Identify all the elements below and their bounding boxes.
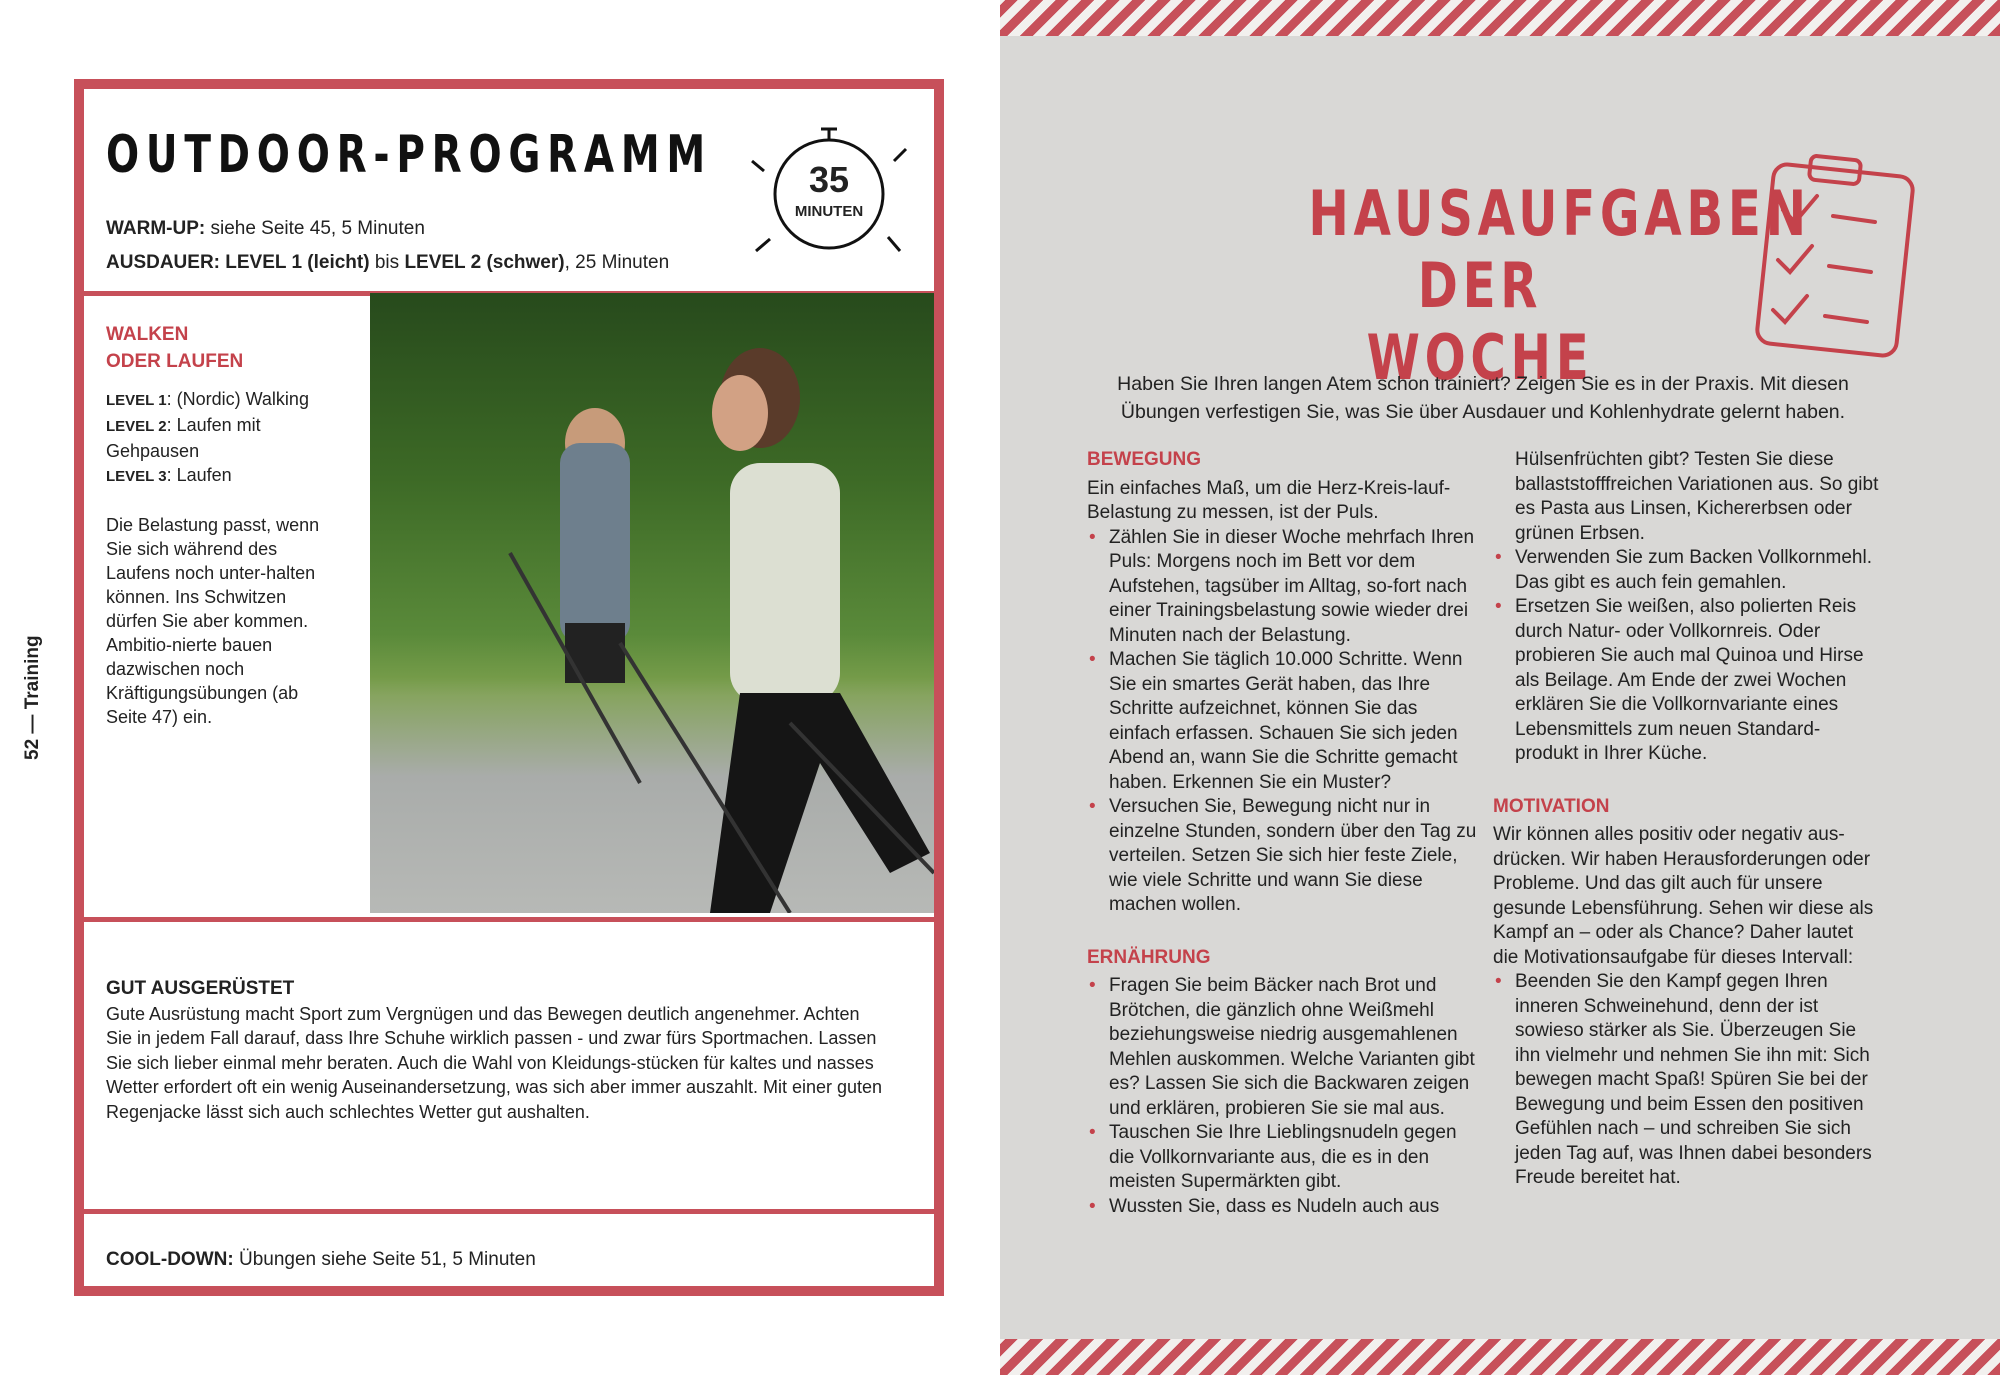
timer-value: 35 xyxy=(808,159,850,200)
ernaehrung-list-2 xyxy=(1493,546,1883,767)
level-text: : (Nordic) Walking xyxy=(166,389,309,409)
motivation-intro: Wir können alles positiv oder negativ aus-drücken. Wir haben Herausforderungen oder Probleme. Und das gilt auch für unsere gesunde Lebensführung. Sehen wir diese als Kampf an – oder als Chance? Daher lautet die Motivationsaufgabe für dieses Intervall: xyxy=(1493,824,1874,968)
list-item: • Versuchen Sie, Bewegung nicht nur in einzelne Stunden, sondern über den Tag zu verteilen. Setzen Sie sich hier feste Ziele, wie viele Schritte und wann Sie diese machen wollen. xyxy=(1087,795,1482,918)
top-stripes xyxy=(1000,0,2000,36)
page-number-label: 52 — Training xyxy=(22,635,43,760)
gear-section xyxy=(106,977,886,1124)
level-item xyxy=(106,413,336,463)
level-item xyxy=(106,463,336,489)
homework-title xyxy=(1308,177,1811,394)
walkers-illustration xyxy=(370,293,934,913)
walk-heading xyxy=(106,321,243,375)
intro-text: Haben Sie Ihren langen Atem schon trainiert? Zeigen Sie es in der Praxis. Mit diesen Übungen verfestigen Sie, was Sie über Ausdauer und Kohlenhydrate gelernt haben. xyxy=(1117,373,1849,423)
level-label: LEVEL 2 xyxy=(106,418,167,435)
list-item: • Verwenden Sie zum Backen Vollkornmehl. Das gibt es auch fein gemahlen. xyxy=(1493,546,1883,595)
bewegung-heading: BEWEGUNG xyxy=(1087,449,1201,470)
ernaehrung-continued: Hülsenfrüchten gibt? Testen Sie diese ballaststofffreichen Variationen aus. So gibt es Pasta aus Linsen, Kichererbsen oder grünen Erbsen. xyxy=(1515,449,1879,544)
ernaehrung-list xyxy=(1087,974,1482,1219)
list-item: • Fragen Sie beim Bäcker nach Brot und Brötchen, die gänzlich ohne Weißmehl beziehungsweise niedrig ausgemahlenen Mehlen auskommen. Welche Varianten gibt es? Lassen Sie sich die Backwaren zeigen und erklären, probieren Sie sie mal aus. xyxy=(1087,974,1482,1121)
title-line-2: DER WOCHE xyxy=(1366,249,1594,394)
warmup-line xyxy=(106,217,425,242)
warmup-label: WARM-UP: xyxy=(106,218,206,239)
walk-heading-1: WALKEN xyxy=(106,324,189,345)
motivation-list xyxy=(1493,970,1883,1191)
timer-unit: MINUTEN xyxy=(794,203,864,220)
motivation-heading: MOTIVATION xyxy=(1493,795,1610,817)
level-text: : Laufen mit Gehpausen xyxy=(106,415,261,461)
gear-heading: GUT AUSGERÜSTET xyxy=(106,978,295,999)
cooldown-text: Übungen siehe Seite 51, 5 Minuten xyxy=(233,1249,536,1270)
gear-text: Gute Ausrüstung macht Sport zum Vergnügen und das Bewegen deutlich angenehmer. Achten Sie in jedem Fall darauf, dass Ihre Schuhe wirklich passen - und zwar fürs Sportmachen. Lassen Sie sich lieber einmal mehr beraten. Auch die Wahl von Kleidungs-stücken für kaltes und nasses Wetter erfordert oft ein wenig Auseinandersetzung, was sich aber immer auszahlt. Mit einer guten Regenjacke lässt sich auch schlechtes Wetter gut aushalten. xyxy=(106,1003,883,1122)
level-text: : Laufen xyxy=(166,465,232,485)
level-item xyxy=(106,387,336,413)
title-line-1: HAUSAUFGABEN xyxy=(1308,177,1811,250)
walk-heading-2: ODER LAUFEN xyxy=(106,351,244,372)
list-item: • Machen Sie täglich 10.000 Schritte. Wenn Sie ein smartes Gerät haben, das Ihre Schritte aufzeichnet, können Sie das einfach erfassen. Schauen Sie sich jeden Abend an, wann Sie die Schritte gemacht haben. Erkennen Sie ein Muster? xyxy=(1087,648,1482,795)
bottom-stripes xyxy=(1000,1339,2000,1375)
ausdauer-end: , 25 Minuten xyxy=(564,252,670,273)
list-item: • Beenden Sie den Kampf gegen Ihren inneren Schweinehund, denn der ist sowieso stärker als Sie. Überzeugen Sie ihn vielmehr und nehmen Sie ihn mit: Sich bewegen macht Spaß! Spüren Sie bei der Bewegung und beim Essen den positiven Gefühlen nach – und schreiben Sie sich jeden Tag auf, was Ihnen dabei besonders Freude bereitet hat. xyxy=(1493,970,1883,1191)
column-left xyxy=(1087,448,1482,1219)
list-item: • Zählen Sie in dieser Woche mehrfach Ihren Puls: Morgens noch im Bett vor dem Aufstehen, tagsüber im Alltag, so-fort nach einer Trainingsbelastung sowie wieder drei Minuten nach der Belastung. xyxy=(1087,526,1482,649)
ausdauer-mid: bis xyxy=(369,252,405,273)
bewegung-intro: Ein einfaches Maß, um die Herz-Kreis-lauf-Belastung zu messen, ist der Puls. xyxy=(1087,477,1451,523)
column-right xyxy=(1493,448,1883,1191)
cooldown-label: COOL-DOWN: xyxy=(106,1249,234,1270)
list-item: • Tauschen Sie Ihre Lieblingsnudeln gegen die Vollkornvariante aus, die es in den meisten Supermärkten gibt. xyxy=(1087,1121,1482,1195)
ausdauer-line xyxy=(106,251,669,276)
homework-page xyxy=(1000,0,2000,1375)
nordic-walking-photo xyxy=(370,293,934,913)
divider xyxy=(84,1209,934,1214)
level-label: LEVEL 1 xyxy=(106,392,167,409)
divider xyxy=(84,917,934,922)
cooldown-line xyxy=(106,1248,536,1273)
warmup-text: siehe Seite 45, 5 Minuten xyxy=(205,218,425,239)
card-title: OUTDOOR-PROGRAMM xyxy=(106,125,712,185)
list-item: • Wussten Sie, dass es Nudeln auch aus xyxy=(1087,1195,1482,1220)
ausdauer-label: AUSDAUER: LEVEL 1 (leicht) xyxy=(106,252,370,273)
level-label: LEVEL 3 xyxy=(106,468,167,485)
list-item: • Ersetzen Sie weißen, also polierten Reis durch Natur- oder Vollkornreis. Oder probieren Sie auch mal Quinoa und Hirse als Beilage. Am Ende der zwei Wochen erklären Sie die Vollkornvariante eines Lebensmittels zum neuen Standard-produkt in Ihrer Küche. xyxy=(1493,595,1883,767)
ausdauer-level2: LEVEL 2 (schwer) xyxy=(404,252,565,273)
levels-list xyxy=(106,387,336,729)
ernaehrung-heading: ERNÄHRUNG xyxy=(1087,946,1211,968)
bewegung-list xyxy=(1087,526,1482,918)
side-text: Die Belastung passt, wenn Sie sich während des Laufens noch unter-halten können. Ins Schwitzen dürfen Sie aber kommen. Ambitio-nierte bauen dazwischen noch Kräftigungsübungen (ab Seite 47) ein. xyxy=(106,515,320,727)
clipboard-checklist-icon xyxy=(1745,150,1920,360)
